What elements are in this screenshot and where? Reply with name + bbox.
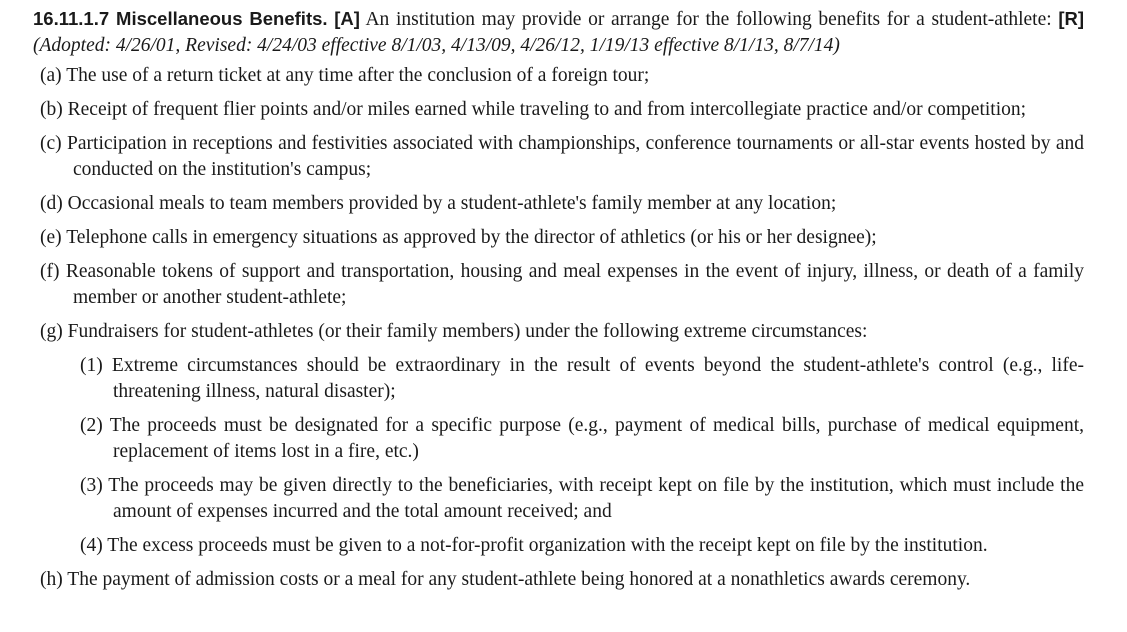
- item-text: Receipt of frequent flier points and/or miles earned while traveling to and from intercollegiate practice and/or competition;: [67, 99, 1027, 120]
- sub-item-1: [33, 353, 1084, 405]
- item-label: (a): [40, 65, 62, 86]
- tag-r: [R]: [1058, 8, 1085, 29]
- legislative-history: (Adopted: 4/26/01, Revised: 4/24/03 effective 8/1/03, 4/13/09, 4/26/12, 1/19/13 effective 8/1/13, 8/7/14): [33, 35, 840, 56]
- item-text: The use of a return ticket at any time after the conclusion of a foreign tour;: [66, 65, 650, 86]
- section-title: 16.11.1.7 Miscellaneous Benefits.: [33, 8, 328, 29]
- list-item-d: [33, 191, 1084, 217]
- section-heading: [33, 6, 1084, 59]
- sub-item-text: The proceeds may be given directly to the beneficiaries, with receipt kept on file by the institution, which must include the amount of expenses incurred and the total amount received; and: [108, 475, 1084, 522]
- list-item-g: [33, 319, 1084, 345]
- item-text: Telephone calls in emergency situations as approved by the director of athletics (or his or her designee);: [66, 227, 877, 248]
- item-text: Participation in receptions and festivities associated with championships, conference tournaments or all-star events hosted by and conducted on the institution's campus;: [67, 133, 1085, 180]
- list-item-a: [33, 63, 1084, 89]
- item-label: (h): [40, 569, 63, 590]
- sub-item-2: [33, 413, 1084, 465]
- item-label: (c): [40, 133, 62, 154]
- section-intro: An institution may provide or arrange for the following benefits for a student-athlete:: [365, 9, 1052, 30]
- item-label: (b): [40, 99, 63, 120]
- sub-item-label: (1): [80, 355, 103, 376]
- list-item-f: [33, 259, 1084, 311]
- item-label: (f): [40, 261, 60, 282]
- list-item-h: [33, 567, 1084, 593]
- item-text: Reasonable tokens of support and transportation, housing and meal expenses in the event of injury, illness, or death of a family member or another student-athlete;: [65, 261, 1084, 308]
- item-label: (e): [40, 227, 62, 248]
- sub-item-text: Extreme circumstances should be extraordinary in the result of events beyond the student-athlete's control (e.g., life-threatening illness, natural disaster);: [111, 355, 1084, 402]
- sub-item-label: (3): [80, 475, 103, 496]
- item-text: Fundraisers for student-athletes (or their family members) under the following extreme circumstances:: [67, 321, 868, 342]
- item-label: (g): [40, 321, 63, 342]
- sub-item-label: (4): [80, 535, 103, 556]
- sub-item-4: [33, 533, 1084, 559]
- item-label: (d): [40, 193, 63, 214]
- sub-item-label: (2): [80, 415, 103, 436]
- sub-item-3: [33, 473, 1084, 525]
- item-text: The payment of admission costs or a meal for any student-athlete being honored at a nonathletics awards ceremony.: [67, 569, 971, 590]
- item-text: Occasional meals to team members provided by a student-athlete's family member at any location;: [67, 193, 837, 214]
- list-item-b: [33, 97, 1084, 123]
- sub-item-text: The proceeds must be designated for a specific purpose (e.g., payment of medical bills, purchase of medical equipment, replacement of items lost in a fire, etc.): [109, 415, 1085, 462]
- list-item-c: [33, 131, 1084, 183]
- tag-a: [A]: [334, 8, 360, 29]
- list-item-e: [33, 225, 1084, 251]
- sub-item-text: The excess proceeds must be given to a not-for-profit organization with the receipt kept on file by the institution.: [107, 535, 988, 556]
